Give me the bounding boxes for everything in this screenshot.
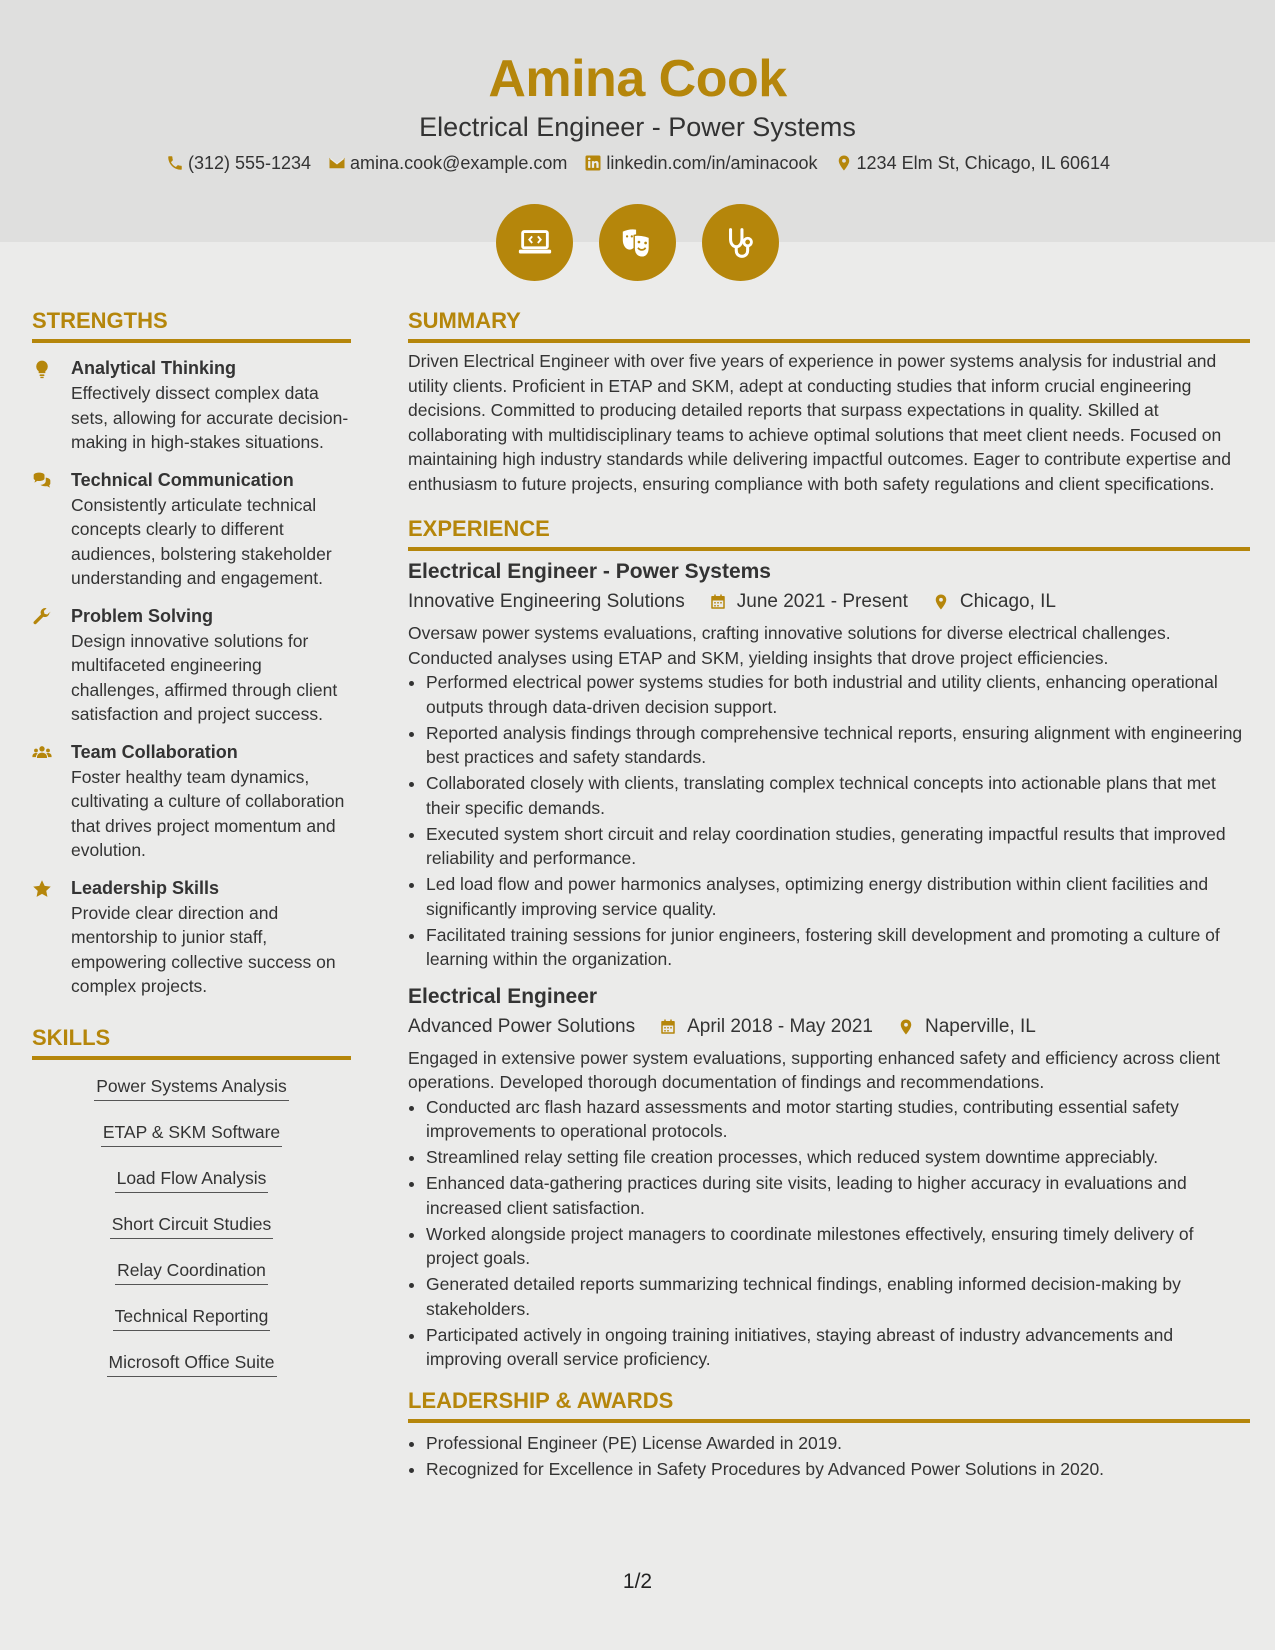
job-bullet: • Generated detailed reports summarizing technical findings, enabling informed decision-making by stakeholders. [426, 1272, 1250, 1321]
contact-email[interactable] [327, 150, 567, 176]
job-dates: April 2018 - May 2021 [687, 1015, 873, 1037]
skills-list [32, 1074, 351, 1396]
strength-title: Team Collaboration [71, 741, 238, 762]
lightbulb-icon [32, 355, 71, 455]
job-bullet: • Performed electrical power systems studies for both industrial and utility clients, enhancing operational outputs through data-driven decision support. [426, 670, 1250, 719]
strength-item [32, 467, 351, 591]
contact-address [834, 150, 1111, 176]
theater-masks-icon [599, 204, 676, 281]
skill-item: Load Flow Analysis [115, 1166, 269, 1193]
phone-icon [165, 153, 185, 173]
phone-text: (312) 555-1234 [187, 153, 312, 173]
strength-item [32, 875, 351, 999]
job-bullets [408, 1095, 1250, 1372]
map-pin-icon [932, 593, 950, 611]
summary-text: Driven Electrical Engineer with over five years of experience in power systems analysis for industrial and utility clients. Proficient in ETAP and SKM, adept at conducting studies that inform crucial engineering decisions. Committed to producing detailed reports that surpass expectations in quality. Skilled at collaborating with multidisciplinary teams to achieve optimal solutions that meet client needs. Focused on maintaining high industry standards while delivering impactful outcomes. Eager to contribute expertise and enthusiasm to future projects, ensuring compliance with both safety regulations and client specifications. [408, 351, 1231, 494]
job-bullet: • Facilitated training sessions for junior engineers, fostering skill development and promoting a culture of learning within the organization. [426, 923, 1250, 972]
award-item: • Recognized for Excellence in Safety Procedures by Advanced Power Solutions in 2020. [426, 1457, 1250, 1482]
skill-item: ETAP & SKM Software [101, 1120, 282, 1147]
skill-item: Short Circuit Studies [110, 1212, 274, 1239]
job-description: Oversaw power systems evaluations, crafting innovative solutions for diverse electrical challenges. Conducted analyses using ETAP and SKM, yielding insights that drove project efficiencies. [408, 623, 1171, 668]
page-number: 1/2 [622, 1570, 653, 1593]
strength-desc: Design innovative solutions for multifaceted engineering challenges, affirmed through client satisfaction and project success. [71, 630, 338, 724]
job-bullet: • Conducted arc flash hazard assessments and motor starting studies, contributing essential safety improvements to operational protocols. [426, 1095, 1250, 1144]
job-bullet: • Enhanced data-gathering practices during site visits, leading to higher accuracy in evaluations and increased client satisfaction. [426, 1171, 1250, 1220]
contact-phone [165, 150, 311, 176]
comments-icon [32, 467, 71, 591]
skill-item: Microsoft Office Suite [107, 1350, 277, 1377]
awards-heading: LEADERSHIP & AWARDS [408, 1386, 1250, 1423]
laptop-code-icon [496, 204, 573, 281]
job-entry [408, 982, 1250, 1372]
job-company: Innovative Engineering Solutions [408, 591, 685, 612]
job-bullets [408, 670, 1250, 972]
strength-title: Leadership Skills [71, 877, 220, 898]
job-title: Electrical Engineer [408, 984, 598, 1008]
job-title: Electrical Engineer - Power Systems [408, 560, 771, 583]
left-column [32, 306, 351, 1396]
linkedin-text: linkedin.com/in/aminacook [606, 153, 818, 173]
wrench-icon [32, 603, 71, 727]
star-icon [32, 875, 71, 999]
job-entry [408, 557, 1250, 972]
strength-title: Technical Communication [71, 469, 294, 490]
experience-heading: EXPERIENCE [408, 514, 1250, 551]
map-pin-icon [897, 1018, 915, 1036]
job-location: Naperville, IL [924, 1015, 1036, 1037]
strength-title: Analytical Thinking [71, 358, 237, 378]
stethoscope-icon [702, 204, 779, 281]
job-bullet: • Led load flow and power harmonics analyses, optimizing energy distribution within client facilities and significantly improving service quality. [426, 872, 1250, 921]
calendar-icon [709, 593, 727, 611]
email-text: amina.cook@example.com [350, 153, 568, 173]
job-bullet: • Collaborated closely with clients, translating complex technical concepts into actionable plans that met their specific demands. [426, 771, 1250, 820]
award-item: • Professional Engineer (PE) License Awarded in 2019. [426, 1431, 1250, 1456]
strength-desc: Consistently articulate technical concepts clearly to different audiences, bolstering stakeholder understanding and engagement. [71, 494, 332, 588]
strength-desc: Foster healthy team dynamics, cultivating a culture of collaboration that drives project momentum and evolution. [71, 766, 345, 860]
contact-linkedin[interactable] [583, 150, 817, 176]
map-pin-icon [834, 153, 854, 173]
candidate-name: Amina Cook [488, 50, 787, 108]
job-location: Chicago, IL [959, 591, 1056, 612]
strength-desc: Provide clear direction and mentorship to junior staff, empowering collective success on complex projects. [71, 902, 336, 996]
users-icon [32, 739, 71, 863]
skills-heading: SKILLS [32, 1023, 351, 1060]
job-bullet: • Participated actively in ongoing training initiatives, staying abreast of industry advancements and improving overall service proficiency. [426, 1323, 1250, 1372]
job-description: Engaged in extensive power system evaluations, supporting enhanced safety and efficiency across client operations. Developed thorough documentation of findings and recommendations. [408, 1047, 1220, 1092]
skill-item: Relay Coordination [115, 1258, 268, 1285]
right-column [408, 306, 1250, 1483]
envelope-icon [327, 153, 347, 173]
address-text: 1234 Elm St, Chicago, IL 60614 [856, 153, 1111, 173]
strength-title: Problem Solving [71, 605, 214, 626]
strengths-heading: STRENGTHS [32, 306, 351, 343]
strength-item [32, 739, 351, 863]
job-meta [408, 587, 1250, 617]
job-bullet: • Reported analysis findings through comprehensive technical reports, ensuring alignment with engineering best practices and safety standards. [426, 721, 1250, 770]
interest-icons [0, 204, 1275, 281]
job-bullet: • Executed system short circuit and relay coordination studies, generating impactful results that improved reliability and performance. [426, 822, 1250, 871]
job-bullet: • Worked alongside project managers to coordinate milestones effectively, ensuring timely delivery of project goals. [426, 1222, 1250, 1271]
job-dates: June 2021 - Present [736, 591, 908, 612]
awards-list [408, 1431, 1250, 1482]
strength-item [32, 355, 351, 455]
skill-item: Technical Reporting [113, 1304, 271, 1331]
job-company: Advanced Power Solutions [408, 1015, 636, 1037]
summary-heading: SUMMARY [408, 306, 1250, 343]
linkedin-icon [583, 153, 603, 173]
skill-item: Power Systems Analysis [94, 1074, 289, 1101]
calendar-icon [659, 1018, 677, 1036]
job-meta [408, 1012, 1250, 1042]
candidate-title: Electrical Engineer - Power Systems [419, 112, 856, 142]
strength-item [32, 603, 351, 727]
strength-desc: Effectively dissect complex data sets, allowing for accurate decision-making in high-stakes situations. [71, 383, 349, 452]
job-bullet: • Streamlined relay setting file creation processes, which reduced system downtime appreciably. [426, 1145, 1250, 1170]
contact-row [0, 150, 1275, 176]
